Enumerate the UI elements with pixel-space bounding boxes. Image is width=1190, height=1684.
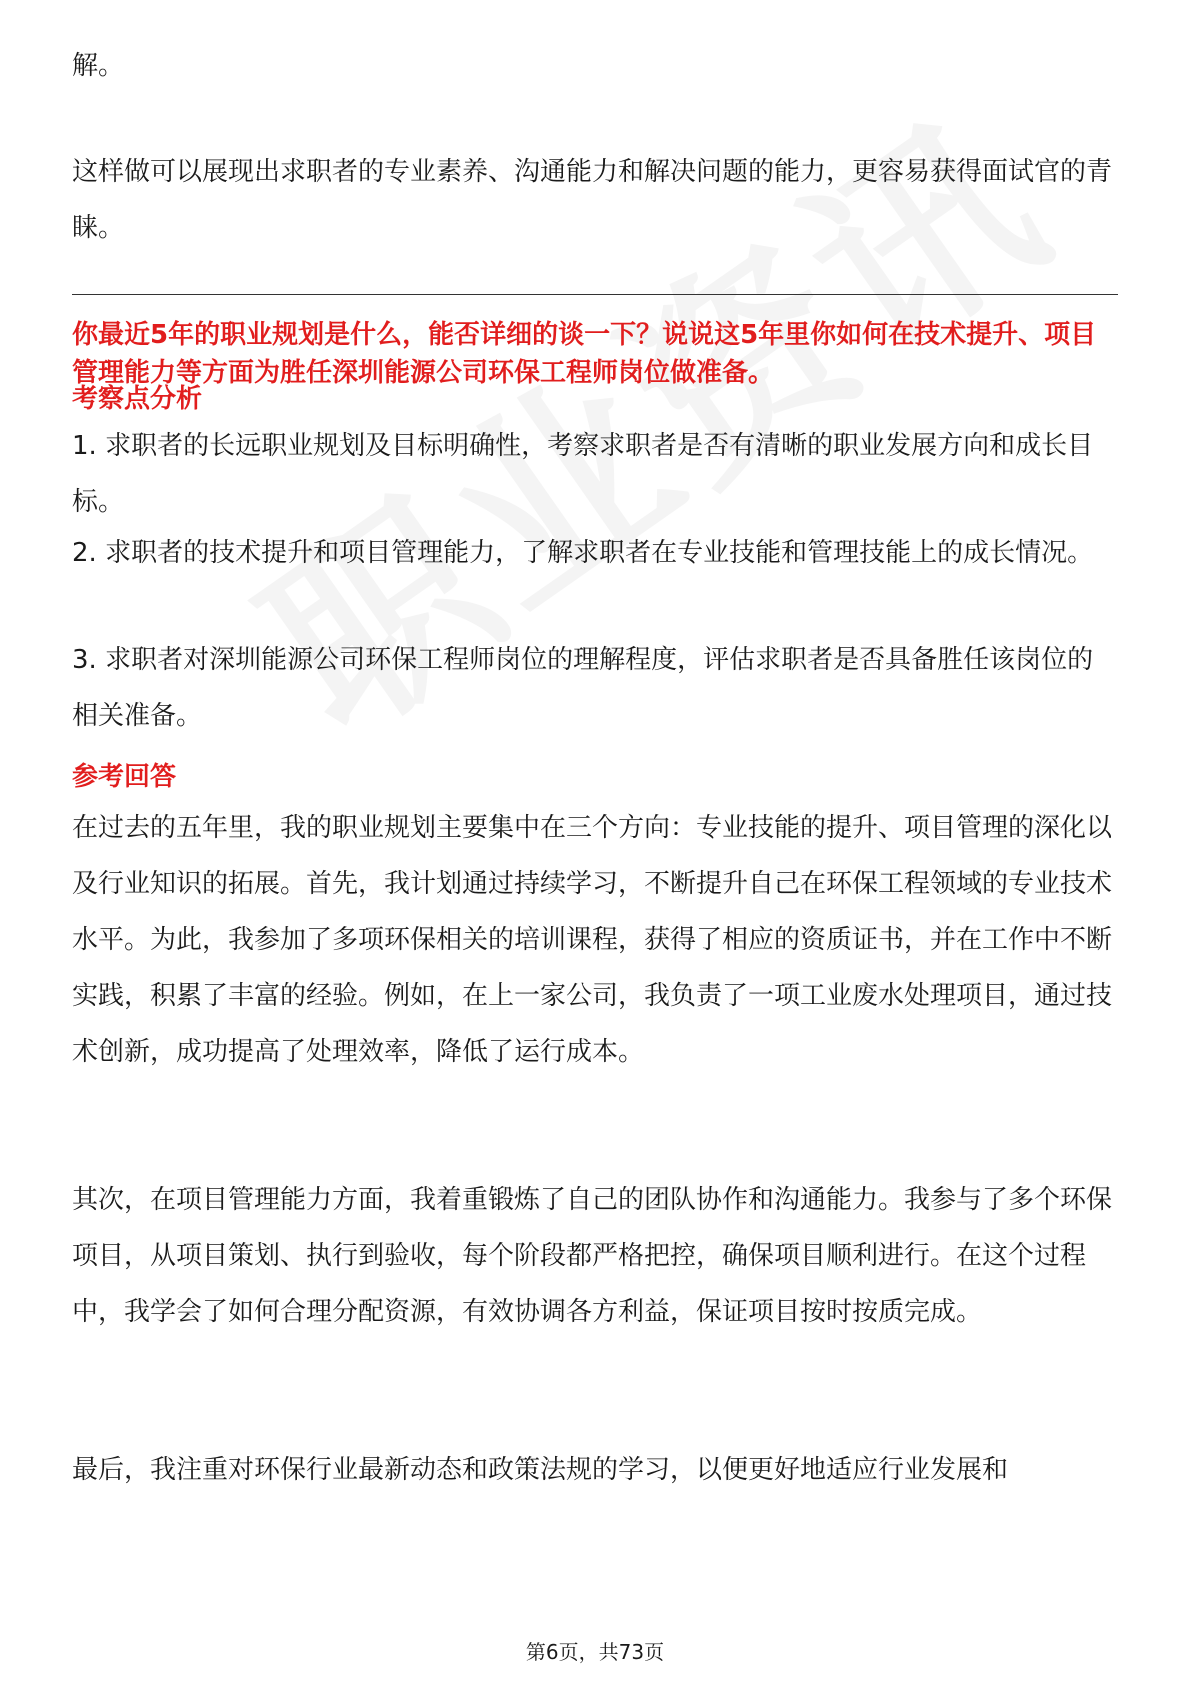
answer-heading: 参考回答 (72, 762, 177, 792)
section-divider (72, 294, 1118, 295)
analysis-heading: 考察点分析 (72, 384, 203, 414)
page-number: 第6页，共73页 (525, 1640, 665, 1664)
analysis-point-3: 3. 求职者对深圳能源公司环保工程师岗位的理解程度，评估求职者是否具备胜任该岗位的相关准备。 (72, 645, 1094, 731)
answer-paragraph-1: 在过去的五年里，我的职业规划主要集中在三个方向：专业技能的提升、项目管理的深化以及行业知识的拓展。首先，我计划通过持续学习，不断提升自己在环保工程领域的专业技术水平。为此，我参加了多项环保相关的培训课程，获得了相应的资质证书，并在工作中不断实践，积累了丰富的经验。例如，在上一家公司，我负责了一项工业废水处理项目，通过技术创新，成功提高了处理效率，降低了运行成本。 (72, 813, 1113, 1067)
interview-question: 你最近5年的职业规划是什么，能否详细的谈一下？说说这5年里你如何在技术提升、项目管理能力等方面为胜任深圳能源公司环保工程师岗位做准备。 (72, 320, 1097, 388)
analysis-point-1: 1. 求职者的长远职业规划及目标明确性，考察求职者是否有清晰的职业发展方向和成长目标。 (72, 431, 1094, 517)
answer-paragraph-3: 最后，我注重对环保行业最新动态和政策法规的学习，以便更好地适应行业发展和 (72, 1455, 1009, 1485)
intro-summary: 这样做可以展现出求职者的专业素养、沟通能力和解决问题的能力，更容易获得面试官的青睐。 (72, 157, 1113, 243)
document-page (72, 0, 1118, 1684)
answer-paragraph-2: 其次，在项目管理能力方面，我着重锻炼了自己的团队协作和沟通能力。我参与了多个环保项目，从项目策划、执行到验收，每个阶段都严格把控，确保项目顺利进行。在这个过程中，我学会了如何合理分配资源，有效协调各方利益，保证项目按时按质完成。 (72, 1185, 1113, 1327)
continued-text: 解。 (72, 51, 125, 81)
analysis-point-2: 2. 求职者的技术提升和项目管理能力，了解求职者在专业技能和管理技能上的成长情况。 (72, 538, 1094, 568)
